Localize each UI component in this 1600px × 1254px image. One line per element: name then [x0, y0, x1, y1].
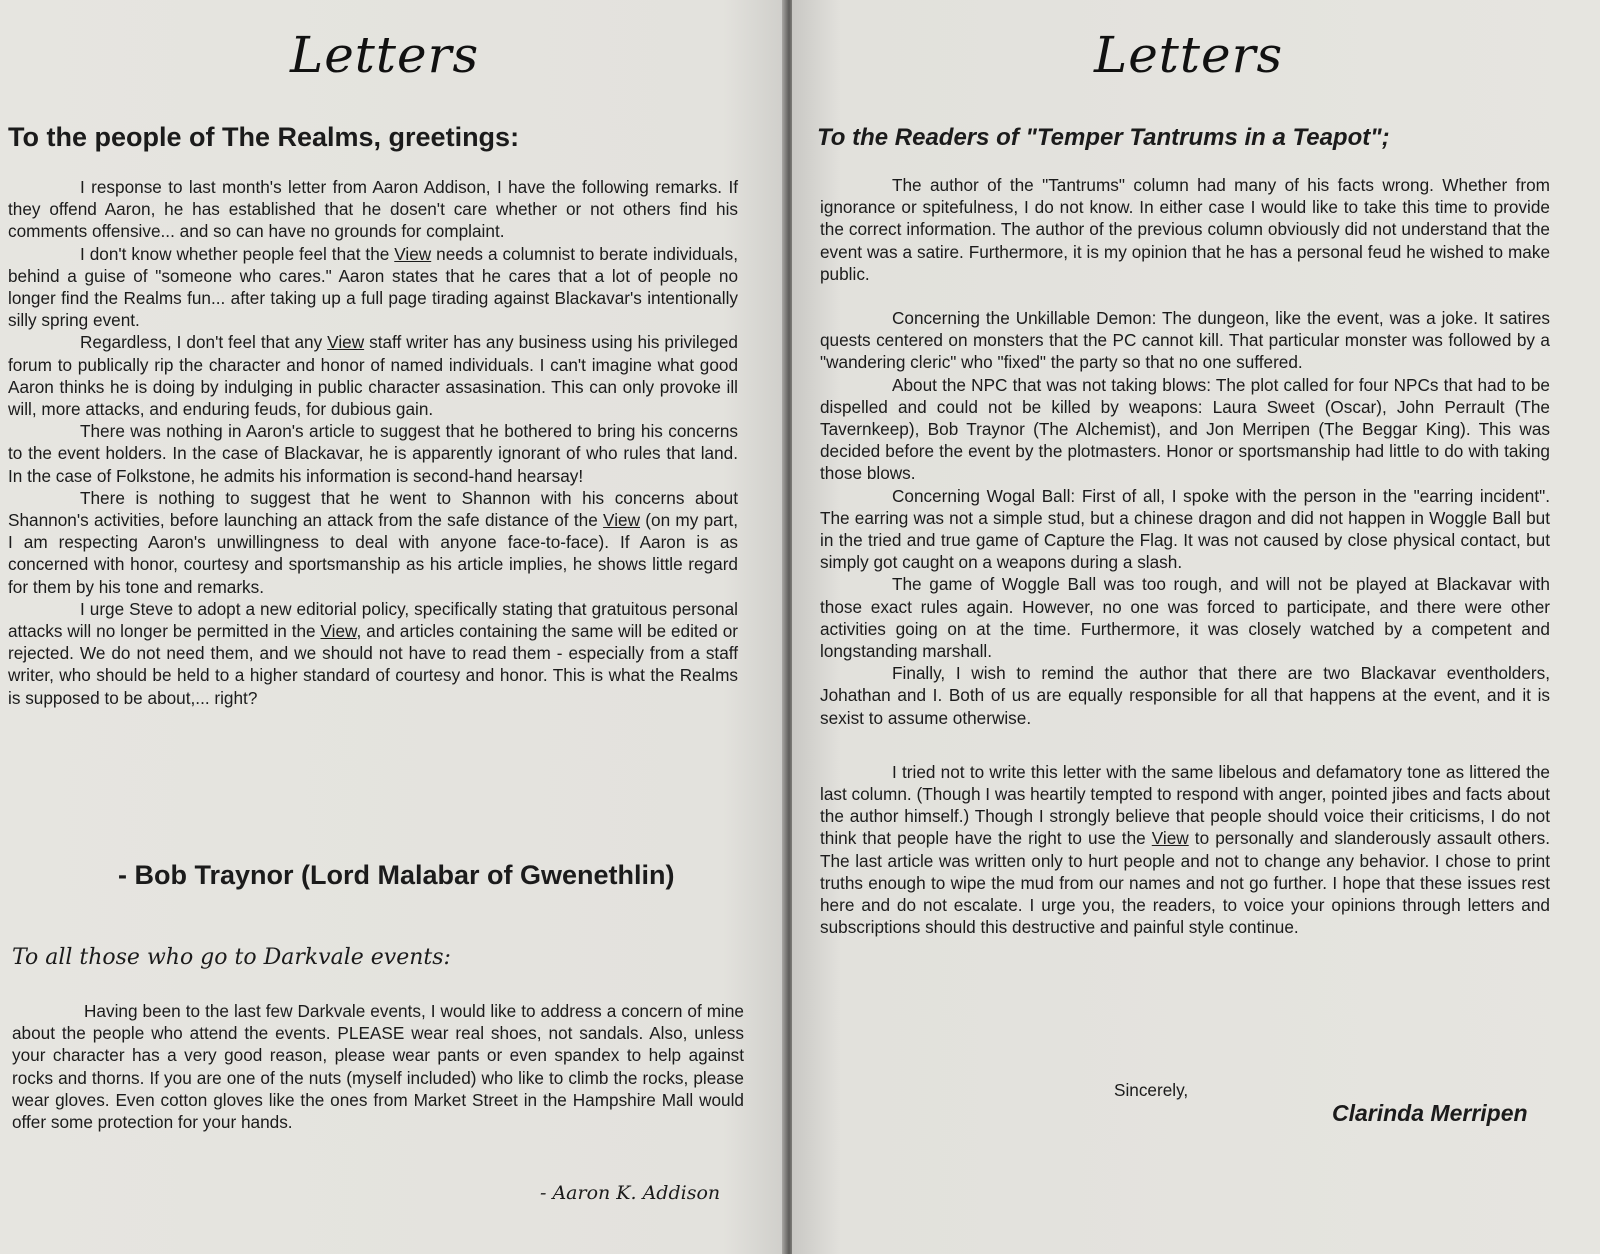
letter3-paragraph-5: The game of Woggle Ball was too rough, and will not be played at Blackavar with those exact rules again. However, no one was forced to participate, and there were other activities going on at the time. Furthermore, it was closely watched by a competent and longstanding marshall.: [820, 574, 1550, 662]
letter3-paragraph-6: Finally, I wish to remind the author that there are two Blackavar eventholders, Johathan and I. Both of us are equally responsible for all that happens at the event, and it is sexist to assume otherwise.: [820, 663, 1550, 728]
letter3-paragraph-2: Concerning the Unkillable Demon: The dungeon, like the event, was a joke. It satires quests centered on monsters that the PC cannot kill. That particular monster was followed by a "wandering cleric" who "fixed" the party so that no one suffered.: [820, 308, 1550, 373]
letter1-paragraph-4: There was nothing in Aaron's article to suggest that he bothered to bring his concerns to the event holders. In the case of Blackavar, he is apparently ignorant of who rules that land. In the case of Folkstone, he admits his information is second-hand hearsay!: [8, 421, 738, 486]
letter1-paragraph-6: I urge Steve to adopt a new editorial policy, specifically stating that gratuitous personal attacks will no longer be permitted in the View, and articles containing the same will be edited or rejected. We do not need them, and we should not have to read them - especially from a staff writer, who should be held to a higher standard of courtesy and honor. This is what the Realms is supposed to be about,... right?: [8, 598, 738, 708]
letter3-paragraph-1: The author of the "Tantrums" column had many of his facts wrong. Whether from ignorance or spitefulness, I do not know. In either case I would like to take this time to provide the correct information. The author of the previous column obviously did not understand that the event was a satire. Furthermore, it is my opinion that he has a personal feud he wished to make public.: [820, 175, 1550, 284]
letter3-paragraph-7: I tried not to write this letter with the same libelous and defamatory tone as littered the last column. (Though I was heartily tempted to respond with anger, pointed jibes and facts about the author himself.) Though I strongly believe that people should voice their criticisms, I do not think that people have the right to use the View to personally and slanderously assault others. The last article was written only to hurt people and not to change any behavior. I chose to print truths enough to wipe the mud from our names and not go further. I hope that these issues rest here and do not escalate. I urge you, the readers, to voice your opinions through letters and subscriptions should this destructive and painful style continue.: [820, 761, 1550, 938]
letter1-paragraph-1: I response to last month's letter from Aaron Addison, I have the following remarks. If they offend Aaron, he has established that he dosen't care whether or not others find his comments offensive... and so can have no grounds for complaint.: [8, 177, 738, 242]
letter2-paragraph-1: Having been to the last few Darkvale events, I would like to address a concern of mine about the people who attend the events. PLEASE wear real shoes, not sandals. Also, unless your character has a very good reason, please wear pants or even spandex to help against rocks and thorns. If you are one of the nuts (myself included) who like to climb the rocks, please wear gloves. Even cotton gloves like the ones from Market Street in the Hampshire Mall would offer some protection for your hands.: [12, 1001, 744, 1133]
letter3-body: [820, 174, 1550, 939]
letter2-heading: To all those who go to Darkvale events:: [12, 945, 451, 970]
letter1-heading: To the people of The Realms, greetings:: [8, 122, 520, 152]
letter1-paragraph-5: There is nothing to suggest that he went to Shannon with his concerns about Shannon's activities, before launching an attack from the safe distance of the View (on my part, I am respecting Aaron's unwillingness to deal with anyone face-to-face). If Aaron is as concerned with honor, courtesy and sportsmanship as his article implies, he shows little regard for them by his tone and remarks.: [8, 487, 738, 597]
left-masthead: Letters: [290, 26, 480, 84]
letter1-body: [8, 176, 738, 709]
letter3-paragraph-3: About the NPC that was not taking blows: The plot called for four NPCs that had to be dispelled and could not be killed by weapons: Laura Sweet (Oscar), John Perrault (The Tavernkeep), Bob Traynor (The Alchemist), and Jon Merripen (The Beggar King). This was decided before the event by the plotmasters. Honor or sportsmanship had little to do with taking those blows.: [820, 374, 1550, 484]
letter3-signature: Clarinda Merripen: [1332, 1100, 1528, 1126]
view-publication-name: View: [394, 243, 432, 264]
right-masthead: Letters: [1094, 26, 1284, 84]
view-publication-name: View: [327, 332, 365, 353]
letter1-paragraph-2: I don't know whether people feel that the View needs a columnist to berate individuals, behind a guise of "someone who cares." Aaron states that he cares that a lot of people no longer find the Realms fun... after taking up a full page tirading against Blackavar's intentionally silly spring event.: [8, 243, 738, 331]
letter2-signature: - Aaron K. Addison: [540, 1182, 721, 1204]
letter1-paragraph-3: Regardless, I don't feel that any View staff writer has any business using his privileged forum to publically rip the character and honor of named individuals. I can't imagine what good Aaron thinks he is doing by indulging in public character assasination. This can only provoke ill will, more attacks, and enduring feuds, for dubious gain.: [8, 332, 738, 420]
view-publication-name: View: [1151, 828, 1189, 849]
letter1-signature: - Bob Traynor (Lord Malabar of Gwenethlin): [118, 860, 675, 890]
letter2-body: [12, 1000, 744, 1133]
letter3-heading: To the Readers of "Temper Tantrums in a Teapot";: [817, 124, 1390, 151]
view-publication-name: View: [603, 510, 640, 531]
left-page: [0, 0, 786, 1254]
letter3-closing: Sincerely,: [1114, 1080, 1189, 1100]
letter3-paragraph-4: Concerning Wogal Ball: First of all, I spoke with the person in the "earring incident". The earring was not a simple stud, but a chinese dragon and did not happen in Woggle Ball but in the tried and true game of Capture the Flag. It was not caused by close physical contact, but simply got caught on a weapons during a slash.: [820, 485, 1550, 573]
view-publication-name: View: [320, 621, 357, 642]
right-page: [792, 0, 1600, 1254]
